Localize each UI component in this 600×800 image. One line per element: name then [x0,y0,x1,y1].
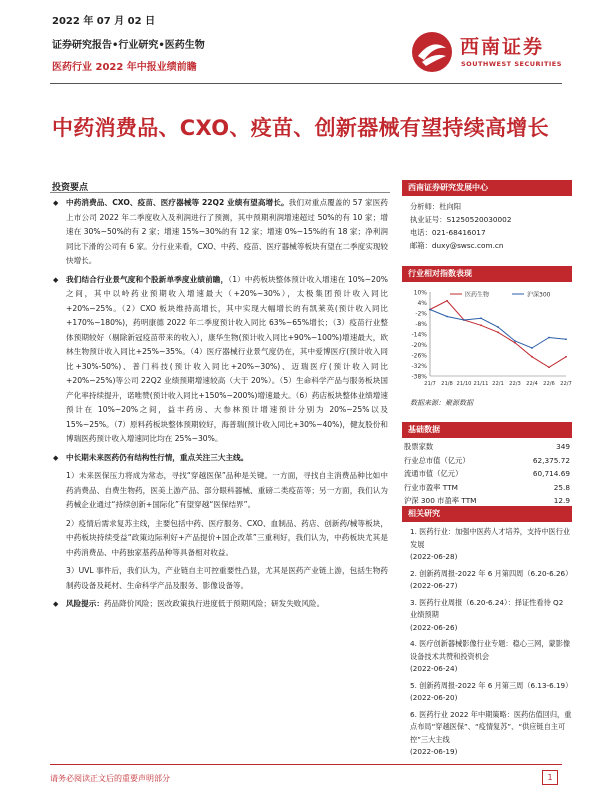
basic-row-value: 12.9 [553,496,570,505]
legend-label: 沪深300 [527,291,551,299]
basic-row-label: 流通市值（亿元） [404,469,463,478]
x-tick-label: 21/7 [424,381,436,387]
related-item[interactable] [410,597,572,635]
perf-source: 数据来源：聚源数据 [410,399,473,407]
basic-row-label: 行业总市值（亿元） [404,455,470,465]
analyst-name: 杜向阳 [439,202,462,211]
summary-paragraph [52,196,388,269]
related-item-title: 5. 创新药周报-2022 年 6 月第三周（6.13-6.19） [410,680,573,690]
summary-paragraph: 3）UVL 事件后，我们认为，产业链自主可控重要性凸显，尤其是医药产业链上游，包括生物药制药设备及耗材、生命科学产品及服务、影像设备等。 [66,566,388,590]
related-item-title: 3. 医药行业周报（6.20-6.24）：择证性看待 Q2 业绩预期 [410,597,564,619]
bullet-icon: ◆ [53,199,59,207]
related-item[interactable] [410,709,572,759]
y-tick-label: 4% [417,300,427,307]
related-item-date: (2022-06-28) [410,552,458,561]
related-heading: 相关研究 [402,506,572,522]
related-item[interactable] [410,638,572,676]
series-line [430,301,566,368]
basic-row [402,454,572,468]
footer-disclaimer: 请务必阅读正文后的重要声明部分 [50,774,170,783]
x-tick-label: 22/3 [509,381,521,387]
summary-paragraph [52,273,388,447]
risk-label: 风险提示： [66,599,104,608]
series-point [429,309,431,311]
analyst-info [410,200,572,252]
basic-heading: 基础数据 [402,422,572,438]
basic-row-label: 股票家数 [404,442,434,451]
company-logo [410,26,572,76]
summary-paragraph: 1）未来医保压力将成为常态，寻找“穿越医保”品种是关键。一方面，寻找自主消费品种比如中药消费品、自费生物药，医美上游产品、部分眼科器械、重磅二类疫苗等；另一方面，我们认为药械企业通过“持续创新+国际化”有望穿越“医保结界”。 [66,471,388,509]
y-tick-label: -38% [411,373,427,381]
analyst-email-label: 邮箱： [410,241,432,250]
related-item[interactable] [410,526,572,564]
series-point [565,338,567,340]
related-list [410,526,572,763]
page-number: 1 [542,770,558,785]
perf-chart [402,284,572,396]
basic-row-label: 沪深 300 市盈率 TTM [404,496,477,505]
logo-english: SOUTHWEST SECURITIES [461,60,562,68]
series-point [548,366,550,368]
summary-rule [50,192,390,193]
y-tick-label: -32% [411,363,427,370]
basic-row-value: 349 [556,442,570,451]
basic-row [402,467,572,481]
series-point [531,347,533,349]
series-line [430,310,566,349]
related-item[interactable] [410,568,572,593]
x-tick-label: 22/1 [492,381,504,387]
x-tick-label: 22/7 [560,381,572,387]
basic-row-value: 62,375.72 [532,455,570,465]
series-point [548,337,550,339]
analyst-heading: 西南证券研究发展中心 [402,180,572,196]
summary-p2-text: （1）中药板块整体预计收入增速在 10%~20%之间，其中以岭药业预期收入增速最大（+20%~30%），太极集团预计收入同比+20%~25%。（2）CXO 板块维持高增长，其中实现大幅增长的有凯莱英(预计收入同比+170%~180%)，药明康德 2022 年二季度预计收入同比 63%~65%增长；（3）疫苗行业整体预期较好（剔除新冠疫苗带来的收入），康华生物(预计收入同比+90%~100%)增速最大，欧林生物预计收入同比+25%~35%。（4）医疗器械行业景气度仍在，其中爱博医疗(预计收入同比+30%-50%)、普门科技(预计收入同比+20%~30%)、迈瑞医疗(预计收入同比+20%~25%)等公司 22Q2 业绩预期增速较高（大于 20%）。（5）生命科学产品与服务板块国产化率持续提升，诺唯赞(预计收入同比+150%~200%)增速最大。（6）药店板块整体业绩增速预计在 10%~20%之间，益丰药房、大参林预计增速预计分别为 20%~25%以及 15%~25%。（7）原料药板块整体预期较好，海普瑞(预计收入同比+30%~40%)，健友股份和博瑞医药预计收入增速同比均在 25%~30%。 [66,274,388,443]
logo-emblem-icon [410,30,454,74]
summary-body [52,196,388,616]
summary-paragraph: 2）疫情后需求复苏主线，主要包括中药、医疗服务、CXO、血制品、药店、创新药/械等板块，中药板块持续受益“政策边际利好+产品提价+国企改革”三重利好，我们认为，中药板块尤其是中药消费品、中药独家基药品种等具备相对收益。 [66,518,388,557]
legend-label: 医药生物 [465,291,490,299]
related-item-date: (2022-06-20) [410,693,458,702]
bullet-icon: ◆ [53,600,59,608]
related-item-date: (2022-06-26) [410,622,458,632]
series-point [446,300,448,302]
y-tick-label: -26% [411,352,427,360]
header-rule [50,83,562,84]
series-point [463,319,465,321]
report-type: 证券研究报告•行业研究•医药生物 [52,40,205,51]
analyst-phone-label: 电话： [410,228,432,237]
basic-row-value: 60,714.69 [532,469,570,478]
analyst-cert: S1250520030002 [446,215,512,224]
x-tick-label: 21/11 [473,381,489,387]
related-item-title: 2. 创新药周报-2022 年 6 月第四周（6.20-6.26） [410,568,573,578]
related-item-date: (2022-06-27) [410,581,458,590]
risk-text: 药品降价风险；医改政策执行进度低于预期风险；研发失败风险。 [103,599,325,608]
basic-row [402,481,572,495]
y-tick-label: -2% [415,310,427,318]
footer-rule [50,764,562,765]
related-item-date: (2022-06-24) [410,664,458,673]
basic-table [402,440,572,508]
series-point [531,356,533,358]
summary-p3-bold: 中长期未来医药仍有结构性行情，重点关注三大主线。 [66,452,249,462]
summary-paragraph [52,451,388,466]
basic-row [402,440,572,454]
x-tick-label: 21/8 [441,381,453,387]
summary-p2-bold: 我们结合行业景气度和个股新单季度业绩前瞻， [66,274,229,284]
x-tick-label: 22/4 [526,381,538,387]
summary-p1-text: 我们对重点覆盖的 57 家医药上市公司 2022 年二季度收入及利润进行了预测，其中预期利润增速超过 50%的有 10 家；增速在 30%~50%的有 2 家；增速 15%~30%的有 12 家；增速 0%~15%的有 18 家；净利润同比下滑的公司有 6 家。分行业来看，CXO、中药、疫苗、医疗器械等板块有望在二季度实现较快增长。 [66,198,388,265]
related-item-title: 4. 医疗创新器械影像行业专题：稳心三网，蒙影像设备技术共赞和投资机会 [410,639,571,661]
x-tick-label: 22/6 [543,381,555,387]
related-item[interactable] [410,680,572,705]
series-point [446,316,448,318]
bullet-icon: ◆ [53,275,59,284]
analyst-email[interactable]: duxy@swsc.com.cn [431,241,504,250]
series-point [514,342,516,344]
series-point [497,326,499,328]
bullet-icon: ◆ [53,453,59,462]
series-point [514,340,516,342]
series-point [480,317,482,319]
logo-name: 西南证券 [460,36,545,58]
perf-heading: 行业相对指数表现 [402,266,572,282]
y-tick-label: 10% [413,289,427,297]
perf-chart-svg [402,284,572,396]
related-item-title: 6. 医药行业 2022 年中期策略：医药估值回归，重点布局“穿越医保”、“疫情复苏”、“供应链自主可控”三大主线 [410,709,572,744]
summary-heading: 投资要点 [52,183,89,193]
basic-table-wrap [402,440,572,508]
analyst-name-label: 分析师： [410,202,440,211]
analyst-cert-label: 执业证号： [410,215,447,224]
summary-p1-bold: 中药消费品、CXO、疫苗、医疗器械等 22Q2 业绩有望高增长。 [66,198,289,207]
report-subtitle: 医药行业 2022 年中报业绩前瞻 [52,62,197,73]
related-item-title: 1. 医药行业：加强中医药人才培养，支持中医行业发展 [410,527,571,549]
series-point [565,356,567,358]
report-date: 2022 年 07 月 02 日 [52,16,156,27]
basic-row-label: 行业市盈率 TTM [404,482,458,492]
x-tick-label: 21/10 [456,381,472,387]
series-point [497,331,499,333]
series-point [480,324,482,326]
analyst-phone: 021-68416017 [431,228,486,237]
y-tick-label: -14% [411,331,427,339]
risk-paragraph [52,597,388,612]
y-tick-label: -8% [415,321,427,328]
report-title: 中药消费品、CXO、疫苗、创新器械有望持续高增长 [52,116,549,140]
y-tick-label: -20% [411,342,427,349]
related-item-date: (2022-06-19) [410,747,458,756]
basic-row-value: 25.8 [553,482,570,492]
